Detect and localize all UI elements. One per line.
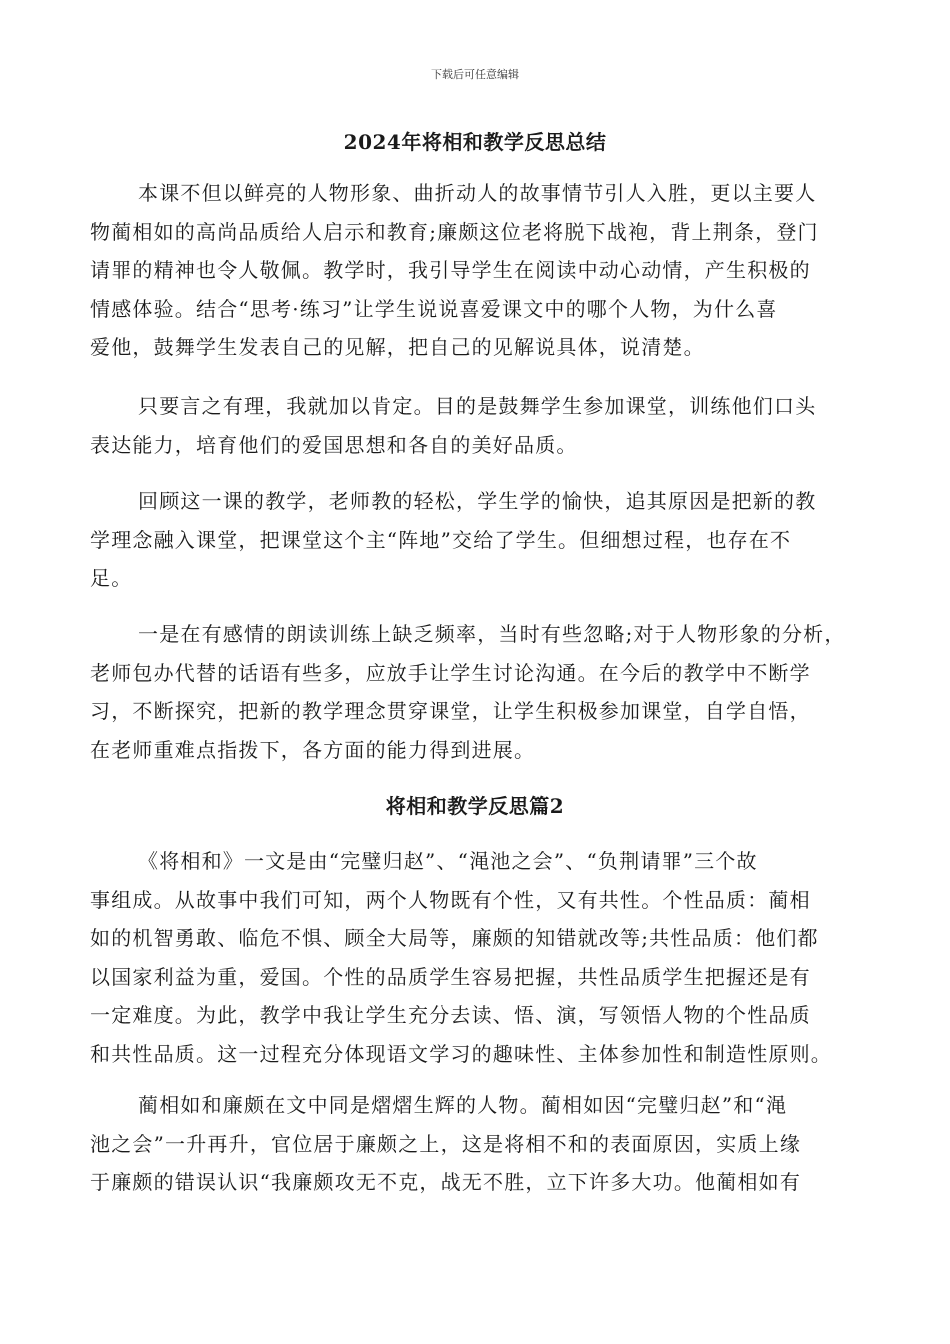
header-note: 下载后可任意编辑 <box>431 68 519 81</box>
text-line: 池之会”一升再升，官位居于廉颇之上，这是将相不和的表面原因，实质上缘 <box>90 1131 802 1156</box>
text-line: 物蔺相如的高尚品质给人启示和教育;廉颇这位老将脱下战袍，背上荆条，登门 <box>90 219 819 244</box>
text-line: 只要言之有理，我就加以肯定。目的是鼓舞学生参加课堂，训练他们口头 <box>138 394 817 418</box>
section-2-paragraph-2 <box>90 1086 865 1202</box>
text-line: 在老师重难点指拨下，各方面的能力得到进展。 <box>90 737 536 762</box>
text-line: 如的机智勇敢、临危不惧、顾全大局等，廉颇的知错就改等;共性品质：他们都 <box>90 926 819 951</box>
text-line: 一是在有感情的朗读训练上缺乏频率，当时有些忽略;对于人物形象的分析， <box>138 622 846 646</box>
section-1-paragraph-1 <box>90 174 865 367</box>
section-1-paragraph-2 <box>90 387 865 464</box>
text-line: 表达能力，培育他们的爱国思想和各自的美好品质。 <box>90 432 578 457</box>
section-1-paragraph-4 <box>90 615 865 769</box>
text-line: 老师包办代替的话语有些多，应放手让学生讨论沟通。在今后的教学中不断学 <box>90 660 811 685</box>
text-line: 以国家利益为重，爱国。个性的品质学生容易把握，共性品质学生把握还是有 <box>90 964 811 989</box>
text-line: 请罪的精神也令人敬佩。教学时，我引导学生在阅读中动心动情，产生积极的 <box>90 258 811 283</box>
text-line: 足。 <box>90 566 133 591</box>
text-line: 一定难度。为此，教学中我让学生充分去读、悟、演，写领悟人物的个性品质 <box>90 1003 811 1028</box>
text-line: 《将相和》一文是由“完璧归赵”、“渑池之会”、“负荆请罪”三个故 <box>138 849 758 873</box>
text-line: 爱他，鼓舞学生发表自己的见解，把自己的见解说具体，说清楚。 <box>90 335 705 360</box>
text-line: 学理念融入课堂，把课堂这个主“阵地”交给了学生。但细想过程，也存在不 <box>90 527 792 552</box>
text-line: 和共性品质。这一过程充分体现语文学习的趣味性、主体参加性和制造性原则。 <box>90 1041 832 1066</box>
text-line: 蔺相如和廉颇在文中同是熠熠生辉的人物。蔺相如因“完璧归赵”和“渑 <box>138 1093 788 1117</box>
section-2-title: 将相和教学反思篇2 <box>385 794 565 818</box>
section-2-paragraph-1 <box>90 842 865 1074</box>
text-line: 情感体验。结合“思考·练习”让学生说说喜爱课文中的哪个人物，为什么喜 <box>90 296 778 321</box>
text-line: 事组成。从故事中我们可知，两个人物既有个性，又有共性。个性品质：蔺相 <box>90 887 811 912</box>
section-1-paragraph-3 <box>90 482 865 598</box>
text-line: 本课不但以鲜亮的人物形象、曲折动人的故事情节引人入胜，更以主要人 <box>138 181 817 205</box>
section-1-title: 2024年将相和教学反思总结 <box>343 130 607 154</box>
text-line: 习，不断探究，把新的教学理念贯穿课堂，让学生积极参加课堂，自学自悟， <box>90 699 811 724</box>
text-line: 回顾这一课的教学，老师教的轻松，学生学的愉快，追其原因是把新的教 <box>138 489 817 513</box>
text-line: 于廉颇的错误认识“我廉颇攻无不克，战无不胜，立下许多大功。他蔺相如有 <box>90 1170 802 1195</box>
